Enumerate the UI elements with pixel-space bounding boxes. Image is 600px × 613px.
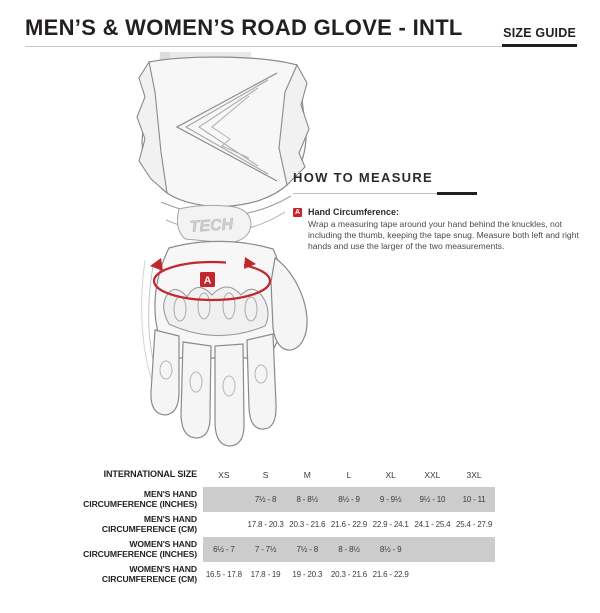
size-guide-tab[interactable]: SIZE GUIDE — [502, 26, 577, 47]
size-cell: 7 - 7½ — [245, 537, 287, 562]
row-label — [25, 537, 203, 562]
size-column-header-xs: XS — [218, 470, 230, 480]
size-cell: 22.9 - 24.1 — [372, 520, 409, 529]
size-cell: 21.6 - 22.9 — [372, 570, 409, 579]
how-to-measure-section — [293, 170, 585, 251]
a-marker-badge: A — [294, 209, 301, 216]
size-cell: 8 - 8½ — [328, 537, 370, 562]
size-column-header-3xl: 3XL — [466, 470, 482, 480]
row-label-line: CIRCUMFERENCE (CM) — [101, 523, 197, 534]
size-cell: 24.1 - 25.4 — [414, 520, 451, 529]
size-cell: 9½ - 10 — [412, 487, 454, 512]
finger-pinky — [151, 330, 179, 415]
row-label-line: WOMEN'S HAND — [129, 538, 197, 549]
size-cell: 21.6 - 22.9 — [330, 520, 367, 529]
table-header-label — [25, 463, 203, 487]
size-cell — [412, 537, 454, 562]
divider-dark-segment — [437, 192, 477, 195]
how-to-measure-heading: HOW TO MEASURE — [293, 170, 434, 185]
size-column-header-m: M — [303, 470, 311, 480]
size-cell — [203, 512, 245, 537]
row-label-line: CIRCUMFERENCE (INCHES) — [83, 548, 197, 559]
size-cell — [453, 562, 495, 587]
row-label — [25, 562, 203, 587]
size-cell: 17.8 - 19 — [250, 570, 281, 579]
glove-illustration — [108, 52, 332, 460]
seam-line — [142, 260, 151, 378]
how-to-measure-divider — [293, 192, 477, 195]
size-table — [25, 463, 495, 587]
row-label-line: MEN'S HAND — [143, 488, 197, 499]
measure-item-title: Hand Circumference: — [308, 207, 400, 217]
size-cell — [203, 487, 245, 512]
finger-ring — [181, 342, 211, 438]
row-label-line: WOMEN'S HAND — [129, 563, 197, 574]
size-cell: 10 - 11 — [453, 487, 495, 512]
size-cell: 20.3 - 21.6 — [330, 570, 367, 579]
table-header-label-text: INTERNATIONAL SIZE — [103, 469, 197, 480]
size-column-header-xxl: XXL — [424, 470, 441, 480]
row-label-line: MEN'S HAND — [143, 513, 197, 524]
size-cell: 7½ - 8 — [245, 487, 287, 512]
size-cell: 7½ - 8 — [286, 537, 328, 562]
size-cell: 6½ - 7 — [203, 537, 245, 562]
size-cell — [453, 537, 495, 562]
row-label-line: CIRCUMFERENCE (INCHES) — [83, 498, 197, 509]
measure-item-hand-circumference — [293, 207, 585, 251]
glove-logo-text: TECH — [189, 215, 234, 236]
row-label — [25, 512, 203, 537]
size-cell: 19 - 20.3 — [292, 570, 323, 579]
size-column-header-l: L — [346, 470, 352, 480]
glove-drawing-svg — [108, 52, 332, 460]
finger-index — [247, 334, 276, 429]
tape-arrowhead-left — [150, 258, 163, 271]
thumb — [271, 258, 307, 350]
finger-middle — [215, 344, 244, 446]
size-cell: 8½ - 9 — [328, 487, 370, 512]
measure-item-text — [308, 207, 582, 251]
measure-item-body: Wrap a measuring tape around your hand behind the knuckles, not including the thumb, keeping the tape snug. Measure both left and right hands and use the larger of the two measurements. — [308, 219, 579, 251]
tape-gap — [226, 257, 244, 268]
size-cell — [412, 562, 454, 587]
size-cell: 8½ - 9 — [370, 537, 412, 562]
size-cell: 9 - 9½ — [370, 487, 412, 512]
size-cell: 17.8 - 20.3 — [247, 520, 284, 529]
size-column-header-xl: XL — [385, 470, 396, 480]
glove-marker-label: A — [203, 274, 212, 287]
size-cell: 8 - 8½ — [286, 487, 328, 512]
row-label — [25, 487, 203, 512]
size-cell: 25.4 - 27.9 — [456, 520, 493, 529]
size-cell: 20.3 - 21.6 — [289, 520, 326, 529]
header-divider — [25, 46, 515, 47]
page-title: MEN’S & WOMEN’S ROAD GLOVE - INTL — [25, 15, 463, 40]
size-cell: 16.5 - 17.8 — [205, 570, 242, 579]
size-column-header-s: S — [262, 470, 269, 480]
row-label-line: CIRCUMFERENCE (CM) — [101, 573, 197, 584]
